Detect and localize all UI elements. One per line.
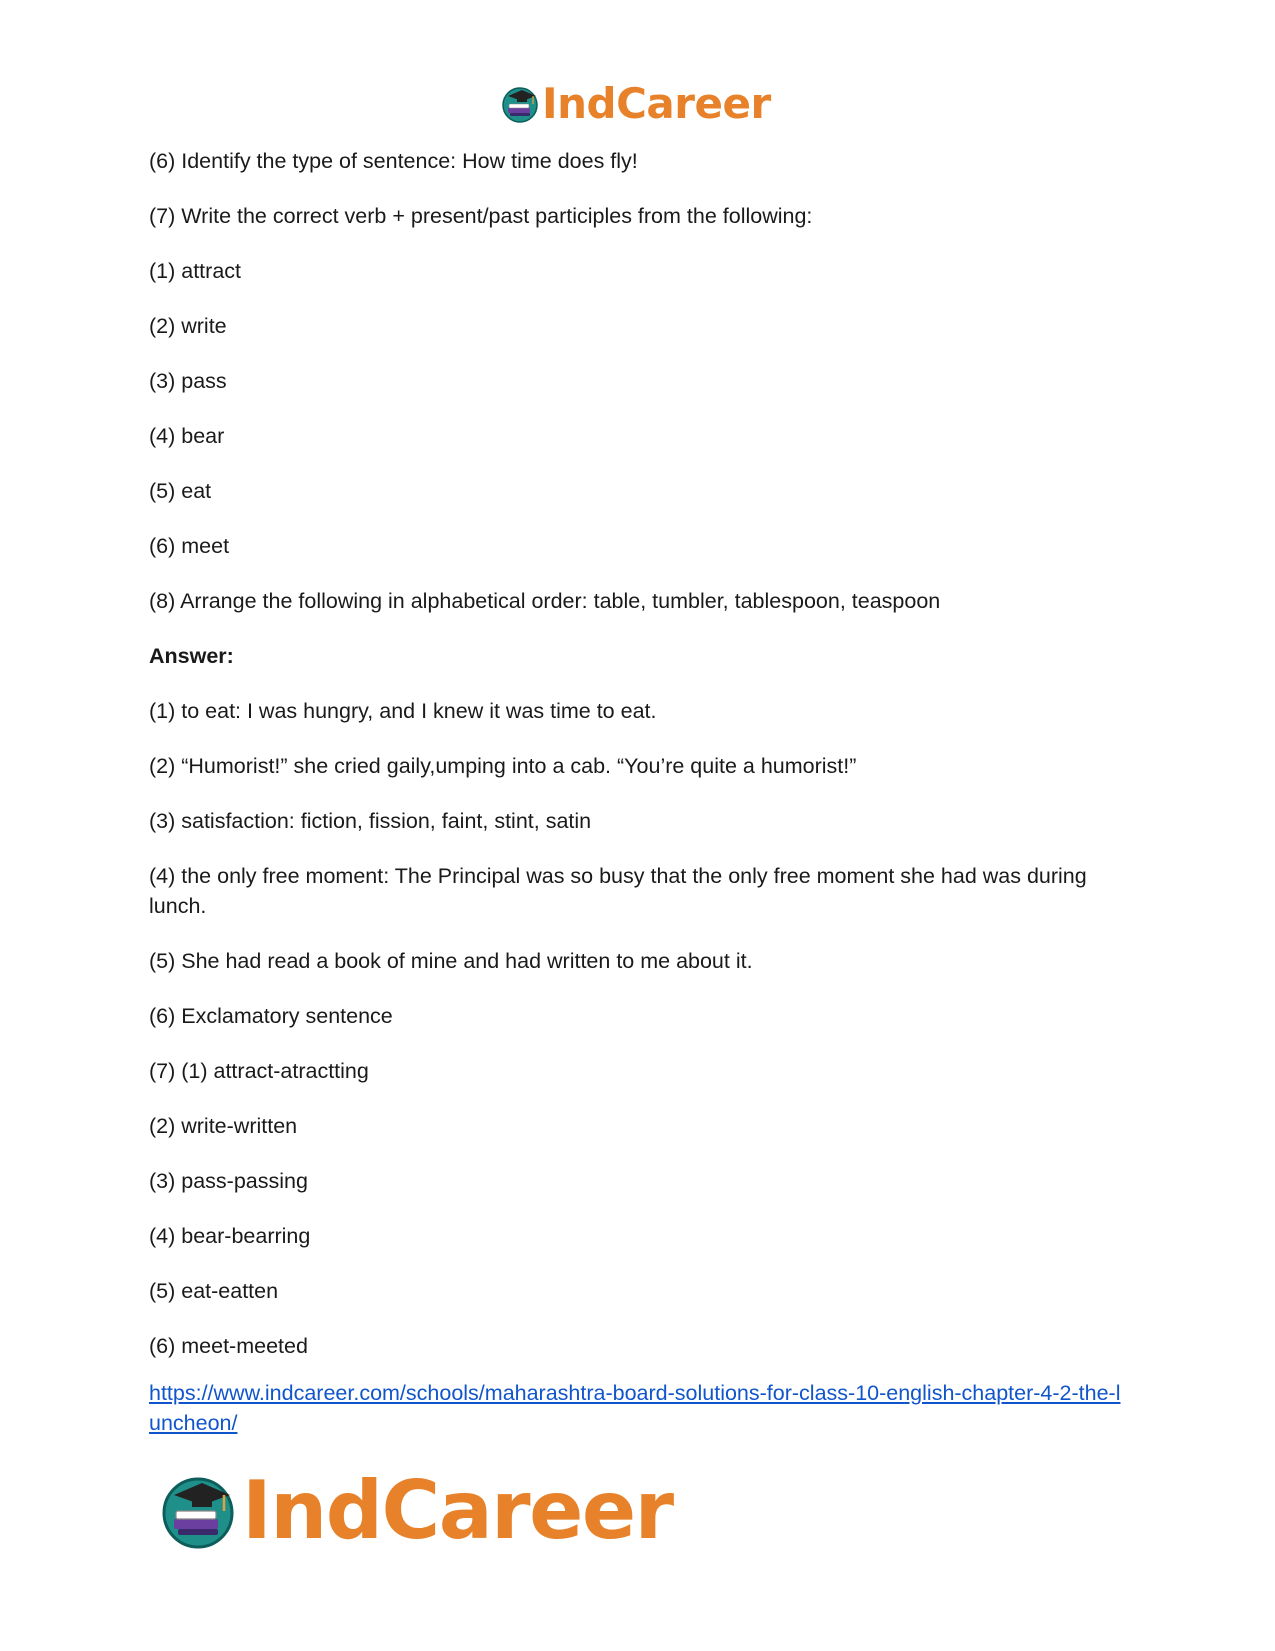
answer-line: (3) pass-passing [149,1169,308,1193]
answer-line: (6) Exclamatory sentence [149,1004,393,1028]
footer-logo [158,1463,673,1558]
question-line: (3) pass [149,369,227,393]
answer-line: (1) to eat: I was hungry, and I knew it was time to eat. [149,699,657,723]
answer-line: (5) She had read a book of mine and had written to me about it. [149,949,753,973]
question-line: (7) Write the correct verb + present/past participles from the following: [149,204,813,228]
question-line: (6) Identify the type of sentence: How time does fly! [149,149,638,173]
footer-logo-text: IndCareer [242,1463,673,1557]
answer-line: (5) eat-eatten [149,1279,279,1303]
answer-line: (7) (1) attract-atractting [149,1059,369,1083]
answer-line: (3) satisfaction: fiction, fission, faint, stint, satin [149,809,592,833]
answer-line: (2) “Humorist!” she cried gaily,umping into a cab. “You’re quite a humorist!” [149,754,857,778]
question-line: (8) Arrange the following in alphabetical order: table, tumbler, tablespoon, teaspoon [149,589,941,613]
question-line: (1) attract [149,259,241,283]
answer-line: (4) bear-bearring [149,1224,311,1248]
question-line: (5) eat [149,479,212,503]
source-link[interactable]: https://www.indcareer.com/schools/maharashtra-board-solutions-for-class-10-english-chapter-4-2-the-luncheon/ [149,1381,1121,1435]
graduation-cap-books-globe-icon [158,1471,238,1551]
graduation-cap-books-globe-icon [500,84,540,124]
question-line: (6) meet [149,534,230,558]
question-line: (2) write [149,314,227,338]
question-line: (4) bear [149,424,225,448]
answer-line: (4) the only free moment: The Principal was so busy that the only free moment she had was during lunch. [149,864,1087,918]
answer-line: (6) meet-meeted [149,1334,308,1358]
answer-line: (2) write-written [149,1114,298,1138]
header-logo [500,78,771,130]
answer-heading: Answer: [149,644,234,668]
document-body [149,146,1129,1438]
header-logo-text: IndCareer [542,79,771,128]
